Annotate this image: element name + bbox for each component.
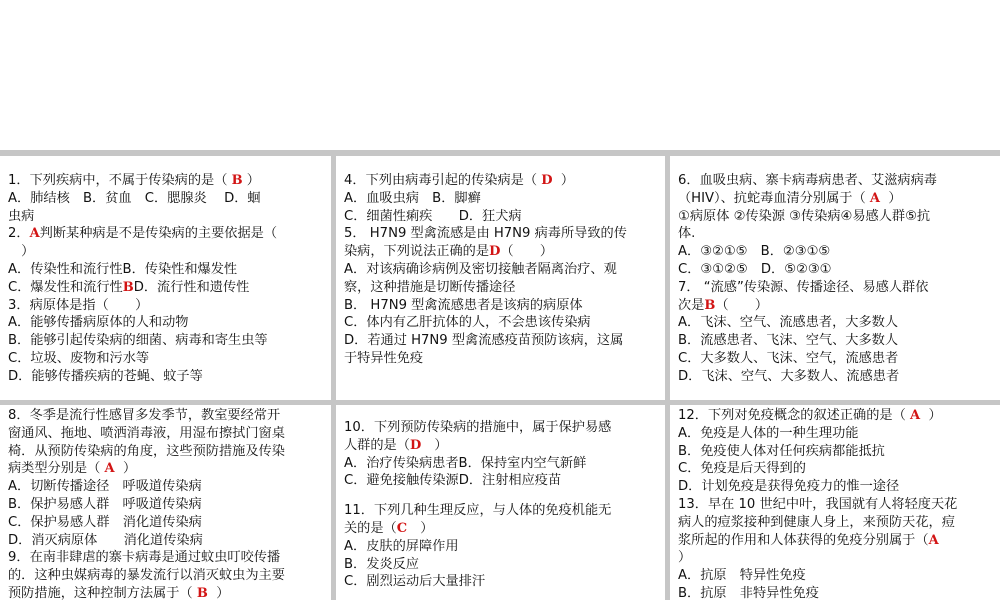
question-line bbox=[678, 225, 996, 243]
question-panel-8-9 bbox=[0, 405, 331, 600]
question-text: C．体内有乙肝抗体的人，不会患该传染病 bbox=[344, 315, 591, 331]
question-line bbox=[8, 225, 327, 243]
question-text: A．肺结核 B．贫血 C．腮腺炎 D．蛔 bbox=[8, 190, 261, 206]
question-text: C．免疫是后天得到的 bbox=[678, 461, 806, 477]
question-text: C．垃圾、废物和污水等 bbox=[8, 350, 150, 366]
question-text: C．避免接触传染源D．注射相应疫苗 bbox=[344, 473, 562, 489]
question-text: 窗通风、拖地、喷洒消毒液，用湿布擦拭门窗桌 bbox=[8, 425, 285, 441]
question-line bbox=[344, 520, 661, 538]
question-text: B．发炎反应 bbox=[344, 556, 419, 572]
question-text: B．免疫使人体对任何疾病都能抵抗 bbox=[678, 443, 885, 459]
question-text-tail: （ ） bbox=[715, 297, 769, 313]
question-line bbox=[344, 502, 661, 520]
question-text: （HIV）、抗蛇毒血清分别属于（ bbox=[678, 190, 870, 206]
question-text: A．传染性和流行性B．传染性和爆发性 bbox=[8, 261, 238, 277]
question-line bbox=[8, 350, 327, 368]
question-text-tail: ） bbox=[920, 408, 942, 423]
question-text: D．消灭病原体 消化道传染病 bbox=[8, 532, 203, 548]
question-line bbox=[678, 172, 996, 190]
question-text: 察，这种措施是切断传播途径 bbox=[344, 279, 516, 295]
question-text-tail: ） bbox=[207, 585, 230, 600]
question-text: ①病原体 ②传染源 ③传染病④易感人群⑤抗 bbox=[678, 208, 931, 224]
question-text: 椅．从预防传染病的角度，这些预防措施及传染 bbox=[8, 443, 285, 459]
question-line bbox=[678, 407, 996, 425]
answer-mark: D bbox=[409, 437, 422, 453]
question-line bbox=[8, 279, 327, 297]
question-line bbox=[678, 350, 996, 368]
question-text: C．剧烈运动后大量排汗 bbox=[344, 574, 486, 590]
question-line bbox=[344, 556, 661, 574]
question-text: 虫病 bbox=[8, 208, 35, 224]
question-panel-10-11 bbox=[336, 405, 665, 600]
question-line bbox=[678, 368, 996, 386]
question-text: B．保护易感人群 呼吸道传染病 bbox=[8, 496, 202, 512]
question-text: C．③①②⑤ D．⑤②③① bbox=[678, 261, 832, 277]
question-line bbox=[344, 350, 661, 368]
question-line bbox=[8, 425, 327, 443]
question-text: B．抗原 非特异性免疫 bbox=[678, 585, 819, 600]
question-line bbox=[678, 567, 996, 585]
question-line bbox=[8, 478, 327, 496]
question-text: 关的是（ bbox=[344, 520, 397, 536]
question-text: 6．血吸虫病、寨卡病毒病患者、艾滋病病毒 bbox=[678, 173, 937, 188]
answer-mark: A bbox=[869, 190, 880, 206]
question-line bbox=[678, 549, 996, 567]
question-text: 11．下列几种生理反应，与人体的免疫机能无 bbox=[344, 503, 612, 519]
question-line bbox=[344, 573, 661, 591]
question-text-tail: ） bbox=[879, 190, 902, 206]
question-text-tail: ） bbox=[242, 173, 260, 188]
question-text: 10．下列预防传染病的措施中，属于保护易感 bbox=[344, 420, 612, 435]
question-line bbox=[678, 443, 996, 461]
question-line bbox=[678, 208, 996, 226]
question-line bbox=[8, 297, 327, 315]
question-line bbox=[8, 496, 327, 514]
question-line bbox=[8, 172, 327, 190]
question-text: 体. bbox=[678, 226, 696, 242]
question-line bbox=[344, 538, 661, 556]
answer-mark: B bbox=[704, 297, 716, 313]
question-line bbox=[344, 190, 661, 208]
question-line bbox=[678, 261, 996, 279]
question-panel-4-5 bbox=[336, 156, 665, 400]
question-text: A．皮肤的屏障作用 bbox=[344, 538, 459, 554]
question-text: 7． “流感”传染源、传播途径、易感人群依 bbox=[678, 279, 929, 295]
question-line bbox=[8, 549, 327, 567]
answer-mark: C bbox=[396, 520, 408, 536]
question-text-tail: ） bbox=[421, 437, 448, 453]
question-panel-12-13 bbox=[670, 405, 1000, 600]
question-text-tail: ） bbox=[114, 461, 137, 477]
question-line bbox=[8, 368, 327, 386]
question-text: B． H7N9 型禽流感患者是该病的病原体 bbox=[344, 297, 583, 313]
question-line bbox=[8, 567, 327, 585]
question-line bbox=[678, 425, 996, 443]
question-text: 9．在南非肆虐的寨卡病毒是通过蚊虫叮咬传播 bbox=[8, 550, 281, 566]
question-line bbox=[344, 437, 661, 455]
question-text: C．爆发性和流行性 bbox=[8, 279, 123, 295]
question-line bbox=[344, 208, 661, 226]
question-line bbox=[678, 514, 996, 532]
question-line bbox=[678, 460, 996, 478]
question-line bbox=[344, 243, 661, 261]
question-line bbox=[344, 455, 661, 473]
answer-mark: A bbox=[104, 461, 115, 477]
question-text: ） bbox=[678, 550, 692, 566]
question-text: C．细菌性痢疾 D．狂犬病 bbox=[344, 208, 522, 224]
question-text: A．对该病确诊病例及密切接触者隔离治疗、观 bbox=[344, 261, 617, 277]
question-line bbox=[678, 496, 996, 514]
question-line bbox=[678, 297, 996, 315]
question-text: 人群的是（ bbox=[344, 437, 410, 453]
question-line bbox=[678, 243, 996, 261]
question-line bbox=[8, 208, 327, 226]
question-line bbox=[678, 190, 996, 208]
answer-mark: B bbox=[231, 173, 243, 188]
question-line bbox=[8, 314, 327, 332]
question-panel-1-3 bbox=[0, 156, 331, 400]
question-text-tail: （ ） bbox=[500, 244, 554, 260]
question-text: B．流感患者、飞沫、空气、大多数人 bbox=[678, 333, 899, 349]
question-text: 8．冬季是流行性感冒多发季节，教室要经常开 bbox=[8, 408, 281, 423]
answer-mark: D bbox=[541, 173, 553, 188]
question-text: C．大多数人、飞沫、空气，流感患者 bbox=[678, 350, 899, 366]
question-line bbox=[678, 279, 996, 297]
answer-mark: D bbox=[489, 244, 501, 260]
question-line bbox=[8, 532, 327, 550]
question-text: A．治疗传染病患者B．保持室内空气新鲜 bbox=[344, 455, 587, 471]
question-line bbox=[678, 314, 996, 332]
question-text: 病人的痘浆接种到健康人身上，来预防天花，痘 bbox=[678, 514, 955, 530]
question-text: 1．下列疾病中，不属于传染病的是（ bbox=[8, 173, 232, 188]
question-line bbox=[344, 419, 661, 437]
question-text-tail: 判断某种病是不是传染病的主要依据是（ bbox=[39, 226, 278, 242]
question-line bbox=[8, 514, 327, 532]
question-line bbox=[344, 172, 661, 190]
question-line bbox=[344, 225, 661, 243]
question-text-tail: D．流行性和遗传性 bbox=[133, 279, 250, 295]
question-text: D．若通过 H7N9 型禽流感疫苗预防该病，这属 bbox=[344, 333, 624, 349]
question-text: A．能够传播病原体的人和动物 bbox=[8, 315, 189, 331]
question-line bbox=[8, 585, 327, 600]
question-text: 13．早在 10 世纪中叶，我国就有人将轻度天花 bbox=[678, 496, 958, 512]
question-line bbox=[344, 472, 661, 490]
question-text: A．抗原 特异性免疫 bbox=[678, 568, 806, 584]
question-text: A．免疫是人体的一种生理功能 bbox=[678, 425, 859, 441]
question-line bbox=[8, 190, 327, 208]
question-line bbox=[678, 532, 996, 550]
question-text: 的．这种虫媒病毒的暴发流行以消灭蚊虫为主要 bbox=[8, 568, 285, 584]
question-text: C．保护易感人群 消化道传染病 bbox=[8, 514, 202, 530]
question-text: D．计划免疫是获得免疫力的惟一途径 bbox=[678, 479, 900, 495]
question-text: 浆所起的作用和人体获得的免疫分别属于（ bbox=[678, 532, 929, 548]
answer-mark: A bbox=[29, 226, 40, 242]
question-panel-6-7 bbox=[670, 156, 1000, 400]
question-line bbox=[344, 314, 661, 332]
question-text: 次是 bbox=[678, 297, 705, 313]
question-text: ） bbox=[8, 244, 35, 260]
question-text: A．飞沫、空气、流感患者，大多数人 bbox=[678, 315, 899, 331]
question-text: D．飞沫、空气、大多数人、流感患者 bbox=[678, 368, 900, 384]
question-line bbox=[344, 279, 661, 297]
spacer bbox=[344, 490, 661, 502]
question-text: 病类型分别是（ bbox=[8, 461, 105, 477]
question-text: A．③②①⑤ B．②③①⑤ bbox=[678, 244, 831, 260]
question-text: B．能够引起传染病的细菌、病毒和寄生虫等 bbox=[8, 333, 268, 349]
question-line bbox=[344, 261, 661, 279]
question-line bbox=[8, 261, 327, 279]
question-text: A．血吸虫病 B．脚癣 bbox=[344, 190, 481, 206]
question-line bbox=[8, 243, 327, 261]
question-line bbox=[344, 332, 661, 350]
question-text: 染病，下列说法正确的是 bbox=[344, 244, 490, 260]
spacer bbox=[344, 407, 661, 419]
question-line bbox=[8, 443, 327, 461]
question-text: 于特异性免疫 bbox=[344, 350, 424, 366]
question-line bbox=[678, 585, 996, 600]
question-line bbox=[678, 332, 996, 350]
question-text-tail: ） bbox=[552, 173, 575, 188]
answer-mark: B bbox=[196, 585, 208, 600]
answer-mark: A bbox=[909, 408, 921, 423]
question-text: 4．下列由病毒引起的传染病是（ bbox=[344, 173, 542, 188]
question-text: 预防措施，这种控制方法属于（ bbox=[8, 585, 197, 600]
question-line bbox=[8, 460, 327, 478]
question-line bbox=[8, 332, 327, 350]
question-text-tail: ） bbox=[407, 520, 434, 536]
question-text: 12．下列对免疫概念的叙述正确的是（ bbox=[678, 408, 910, 423]
question-line bbox=[344, 297, 661, 315]
question-text: 5． H7N9 型禽流感是由 H7N9 病毒所导致的传 bbox=[344, 226, 627, 242]
question-text: 3．病原体是指（ ） bbox=[8, 297, 149, 313]
question-line bbox=[678, 478, 996, 496]
question-line bbox=[8, 407, 327, 425]
question-text: 2． bbox=[8, 226, 30, 242]
answer-mark: B bbox=[122, 279, 134, 295]
question-text: D．能够传播疾病的苍蝇、蚊子等 bbox=[8, 368, 203, 384]
question-text: A．切断传播途径 呼吸道传染病 bbox=[8, 479, 202, 495]
answer-mark: A bbox=[928, 532, 939, 548]
